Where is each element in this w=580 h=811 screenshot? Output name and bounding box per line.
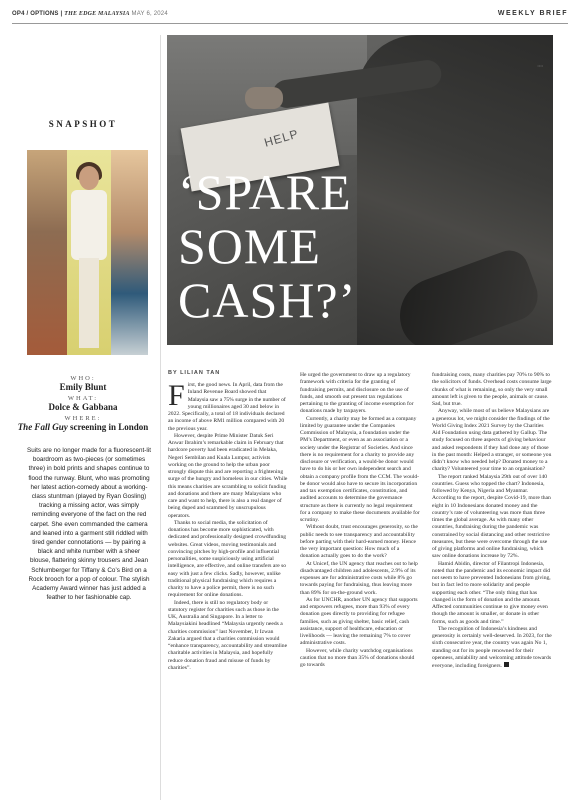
title-line: CASH?’ xyxy=(178,272,357,328)
who-value: Emily Blunt xyxy=(59,382,107,392)
snapshot-meta xyxy=(12,375,154,435)
poster-figure-left xyxy=(27,150,67,355)
paragraph: Currently, a charity may be formed as a company limited by guarantee under the Companies Commission of Malaysia, a foundation under the PM’s Department, or even as an association or a society under the Registrar of Societies. And since there is no requirement for a charity to provide any disclosure or verification, a would-be donor would have to do his or her own independent search and obtain a company profile from the CCM. The would-be donor would also have to secure its incorporation and tax exemption certificates, constitution, and audited accounts to determine the governance structure as there is currently no legal requirement for a company to make these documents available for scrutiny. xyxy=(300,415,420,523)
where-film: The Fall Guy xyxy=(17,422,68,432)
paragraph xyxy=(432,626,552,671)
figure-jacket xyxy=(71,190,107,260)
end-mark-icon xyxy=(504,662,509,667)
snapshot-caption: Suits are no longer made for a fluorescent-lit boardroom as two-pieces (or sometimes three) in bold prints and shapes continue to flood the runway. Blunt, who was promoting her latest action-comedy about a working-class stuntman (played by Ryan Gosling) tracking a missing actor, was simply reminding everyone of the fact on the red carpet. She even commanded the camera and leaned into a garment still riddled with tired gender connotations — by pairing a black and white number with a sheer blouse, flattering skinny trousers and Jean Schlumberger for Tiffany & Co’s Bird on a Rock brooch for a pop of colour. The stylish Academy Award winner has just added a feather to her fashionable cap. xyxy=(27,447,151,602)
article-column-2 xyxy=(300,372,420,669)
what-value: Dolce & Gabbana xyxy=(48,402,118,412)
photo-hand xyxy=(245,87,283,109)
title-line: SOME xyxy=(178,218,321,274)
article-column-3 xyxy=(432,372,552,670)
issue-date: MAY 6, 2024 xyxy=(131,11,168,17)
snapshot-photo xyxy=(27,150,148,355)
where-rest: screening in London xyxy=(67,422,149,432)
paragraph: The report ranked Malaysia 29th out of over 140 countries. Guess who topped the chart? Indonesia, followed by Kenya, Nigeria and Myanmar. According to the report, despite Covid-19, more than eight in 10 Indonesians donated money and the country’s rate of volunteering was more than three times the global average. As with many other countries, fundraising during the pandemic was constrained by social distancing and other restrictive measures, but these were overcome through the use of giving platforms and online fundraising, which saw online donations increase by 72%. xyxy=(432,473,551,560)
paragraph: Hamid Abidin, director of Filantropi Indonesia, noted that the pandemic and its economic impact did not seem to have prevented Indonesians from giving, but in fact led to more solidarity and people supporting each other. “The only thing that has changed is the form of donation and the amount. Affected communities continue to give money even though the amount is smaller, or donate in other forms, such as goods and time.” xyxy=(432,560,551,625)
paragraph: Without doubt, trust encourages generosity, so the public needs to see transparency and accountability before parting with their hard-earned money. Hence the very important question: How much of a donation actually goes to do the work? xyxy=(300,524,418,560)
page-header xyxy=(12,8,568,20)
paragraph xyxy=(168,379,288,433)
section-name: OPTIONS xyxy=(30,11,59,17)
poster-figure-right xyxy=(111,150,148,355)
paragraph: fundraising costs, many charities pay 70% to 90% to the solicitors of funds. Overhead costs consume large chunks of what is remaining, so only the very small amount left is given to the people, animals or cause. Sad, but true. xyxy=(432,372,552,407)
column-divider xyxy=(160,35,161,800)
paragraph: As for UNCHR, another UN agency that supports and empowers refugees, more than 93% of every donation goes directly to providing for refugee families, such as giving shelter, basic relief, cash assistance, support of healthcare, education or livelihoods — leaving the remaining 7% to cover administrative costs. xyxy=(300,596,418,647)
who-label: WHO: xyxy=(70,375,96,382)
paragraph: He urged the government to draw up a regulatory framework with criteria for the granting of fundraising permits, and disclosure on the use of funds, and smooth out present tax regulations pertaining to the granting of income exemption for donations made by taxpayers. xyxy=(300,372,414,415)
header-rule xyxy=(12,23,568,24)
paragraph: At Unicef, the UN agency that reaches out to help disadvantaged children and adolescents, 2.9% of its expenses are for administrative costs while 8% go towards paying for fundraising, thus leaving more than 89% for on-the-ground work. xyxy=(300,560,418,596)
corner-mark: •••• xyxy=(537,63,543,68)
feature-title xyxy=(178,165,356,327)
figure-trousers xyxy=(79,258,99,348)
article-column-1 xyxy=(168,379,288,672)
paragraph: Thanks to social media, the solicitation of donations has become more sophisticated, with dedicated and professionally designed crowdfunding websites. Great videos, moving testimonials and convincing pitches by high-profile and influential personalities, some suspiciously using artificial intelligence, are effective, and online transfers are so easy with just a few clicks. Sadly, however, unlike traditional physical fundraising which requires a charity to have a police permit, there is no such requirement for online donations. xyxy=(168,519,287,599)
paragraph: However, despite Prime Minister Datuk Seri Anwar Ibrahim’s remarkable claim in February that hardcore poverty had been eradicated in Melaka, Negeri Sembilan and Kuala Lumpur, activists working on the ground to help the urban poor strongly dispute this and are reporting a frightening surge of the hungry and homeless in our cities. While this means charities are scrambling to solicit funding and donations and there are many Malaysians who care and want to help, there is also a real danger of being duped and scammed by unscrupulous operators. xyxy=(168,432,288,519)
column-title: WEEKLY BRIEF xyxy=(497,10,568,17)
figure-head xyxy=(79,166,99,190)
snapshot-label: SNAPSHOT xyxy=(48,119,118,129)
paragraph: Indeed, there is still no regulatory body or statutory register for charities such as those in the UK, Australia and Singapore. In a letter to Malaysiakini headlined “Malaysia urgently needs a charities commission” last November, Ir Izwan Zakaria argued that a charities commission would “enhance transparency, accountability and streamline charitable activities in Malaysia, and hopefully reduce donation fraud and misuse of funds by charities”. xyxy=(168,599,288,671)
title-line: ‘SPARE xyxy=(178,164,352,220)
paragraph-text: The recognition of Indonesia’s kindness and generosity is certainly well-deserved. In 2023, for the sixth consecutive year, the country was again No 1, standing out for its people renowned for their openness, amiability and welcoming attitude towards everyone, including foreigners. xyxy=(432,625,552,669)
where-value xyxy=(12,422,154,432)
drop-cap: F xyxy=(168,379,185,412)
where-label: WHERE: xyxy=(64,415,102,422)
header-left: OP4 / OPTIONS | THE EDGE MALAYSIA MAY 6, 2024 xyxy=(12,11,168,17)
sign-text: HELP xyxy=(262,126,301,150)
paragraph: Anyway, while most of us believe Malaysians are a generous lot, we might consider the findings of the World Giving Index 2021 Survey by the Charities Aid Foundation using data gathered by Gallup. The study focused on three aspects of giving behaviour and asked respondents if they had done any of those in the past month: Helped a stranger, or someone you didn’t know who needed help? Donated money to a charity? Volunteered your time to an organisation? xyxy=(432,408,552,473)
page-number: OP4 xyxy=(12,11,25,17)
paragraph-text: irst, the good news. In April, data from the Inland Revenue Board showed that Malaysia saw a 75% surge in the number of young millionaires aged 30 and below in 2022. Specifically, a total of 18 individuals declared an income of above RM1 million compared with 20 the previous year. xyxy=(168,382,286,432)
brand-name: THE EDGE MALAYSIA xyxy=(64,11,130,17)
what-label: WHAT: xyxy=(67,395,99,402)
paragraph: However, while charity watchdog organisations caution that no more than 35% of donations should go towards xyxy=(300,647,415,668)
byline: BY LILIAN TAN xyxy=(168,370,221,376)
celebrity-figure xyxy=(67,160,111,355)
